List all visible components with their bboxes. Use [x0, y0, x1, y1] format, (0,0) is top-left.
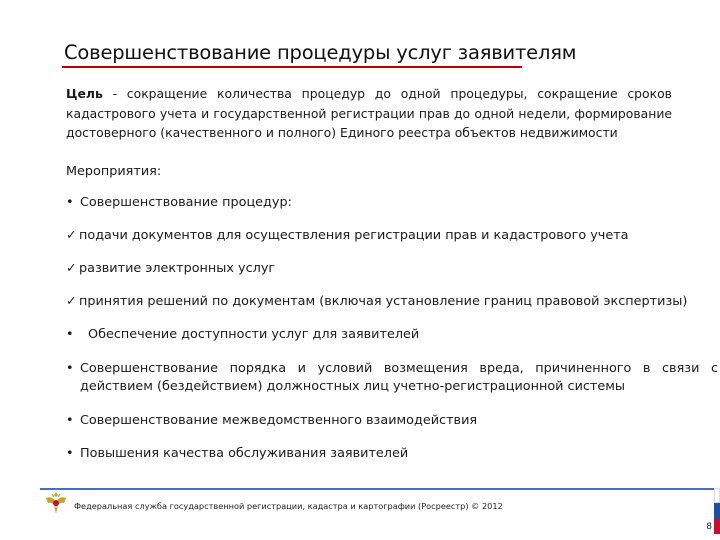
page-number: 8 — [706, 522, 712, 532]
goal-paragraph — [66, 84, 672, 143]
bullet-icon: • — [66, 413, 74, 428]
footer-text: Федеральная служба государственной регистрации, кадастра и картографии (Росреестр) © 2012 — [74, 501, 503, 511]
list-item-text: Совершенствование межведомственного взаимодействия — [80, 413, 478, 428]
checkmark-icon: ✓ — [66, 228, 77, 243]
list-item — [66, 194, 292, 212]
list-item-text: Совершенствование порядка и условий возмещения вреда, причиненного в связи с действием (бездействием) должностных лиц учетно-регистрационной системы — [80, 361, 718, 394]
checkmark-icon: ✓ — [66, 261, 77, 276]
coat-of-arms-icon — [44, 490, 68, 516]
list-item — [66, 445, 408, 463]
slide-title: Совершенствование процедуры услуг заявителям — [64, 41, 577, 64]
list-item-text: принятия решений по документам (включая установление границ правовой экспертизы) — [79, 294, 688, 309]
list-item-text: Совершенствование процедур: — [80, 195, 292, 210]
list-item-text: Обеспечение доступности услуг для заявителей — [88, 327, 420, 342]
goal-text: - сокращение количества процедур до одной процедуры, сокращение сроков кадастрового учета и государственной регистрации прав до одной недели, формирование достоверного (качественного и полного) Единого реестра объектов недвижимости — [66, 86, 672, 140]
bullet-icon: • — [66, 361, 74, 376]
footer-rule — [40, 488, 720, 490]
measures-heading: Мероприятия: — [66, 164, 162, 179]
list-item-text: развитие электронных услуг — [79, 261, 276, 276]
bullet-icon: • — [66, 327, 74, 342]
russian-flag-stripe — [714, 488, 720, 534]
bullet-icon: • — [66, 195, 74, 210]
title-underline — [62, 66, 522, 68]
list-item-text: Повышения качества обслуживания заявителей — [80, 446, 409, 461]
checkmark-icon: ✓ — [66, 294, 77, 309]
list-item — [66, 260, 275, 278]
list-item — [66, 293, 687, 311]
list-item — [66, 412, 477, 430]
bullet-icon: • — [66, 446, 74, 461]
list-item — [66, 227, 629, 245]
list-item — [66, 326, 419, 344]
goal-label: Цель — [66, 86, 103, 101]
list-item — [66, 360, 718, 396]
list-item-text: подачи документов для осуществления регистрации прав и кадастрового учета — [79, 228, 629, 243]
